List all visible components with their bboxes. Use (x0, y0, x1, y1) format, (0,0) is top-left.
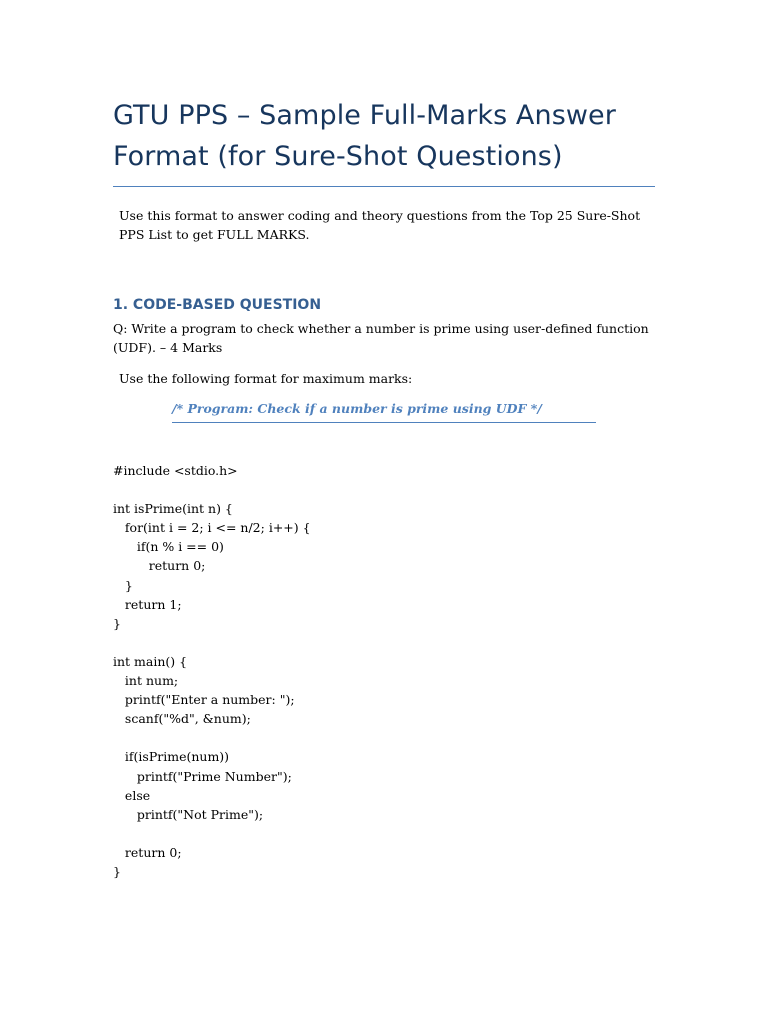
code-line: for(int i = 2; i <= n/2; i++) { (113, 520, 311, 536)
code-line: if(n % i == 0) (113, 539, 224, 555)
code-block (113, 461, 655, 881)
code-line: scanf("%d", &num); (113, 711, 251, 727)
code-caption: /* Program: Check if a number is prime using UDF */ (172, 401, 542, 416)
title-underline (113, 186, 655, 187)
code-line: return 0; (113, 844, 182, 860)
code-line: } (113, 615, 121, 631)
code-line (113, 728, 655, 747)
format-note: Use the following format for maximum marks: (119, 371, 413, 386)
code-line: } (113, 577, 133, 593)
code-line: int isPrime(int n) { (113, 501, 233, 517)
code-line: printf("Not Prime"); (113, 806, 264, 822)
section-heading-code-based: 1. CODE-BASED QUESTION (113, 297, 322, 313)
document-title: GTU PPS – Sample Full-Marks Answer Format (for Sure-Shot Questions) (113, 100, 616, 172)
code-line: #include <stdio.h> (113, 463, 238, 478)
code-line: return 0; (113, 558, 206, 574)
intro-paragraph: Use this format to answer coding and theory questions from the Top 25 Sure-Shot PPS List to get FULL MARKS. (119, 208, 641, 242)
code-line (113, 480, 655, 499)
code-line: else (113, 787, 151, 803)
code-line: if(isPrime(num)) (113, 749, 230, 765)
code-line (113, 633, 655, 652)
question-text: Q: Write a program to check whether a number is prime using user-defined function (UDF). – 4 Marks (113, 321, 649, 355)
code-line: int num; (113, 673, 179, 689)
code-line: return 1; (113, 596, 182, 612)
code-line: } (113, 863, 121, 879)
code-line: printf("Prime Number"); (113, 768, 292, 784)
code-caption-block (172, 400, 596, 423)
code-line: int main() { (113, 653, 188, 669)
code-line: printf("Enter a number: "); (113, 692, 295, 708)
code-line (113, 824, 655, 843)
